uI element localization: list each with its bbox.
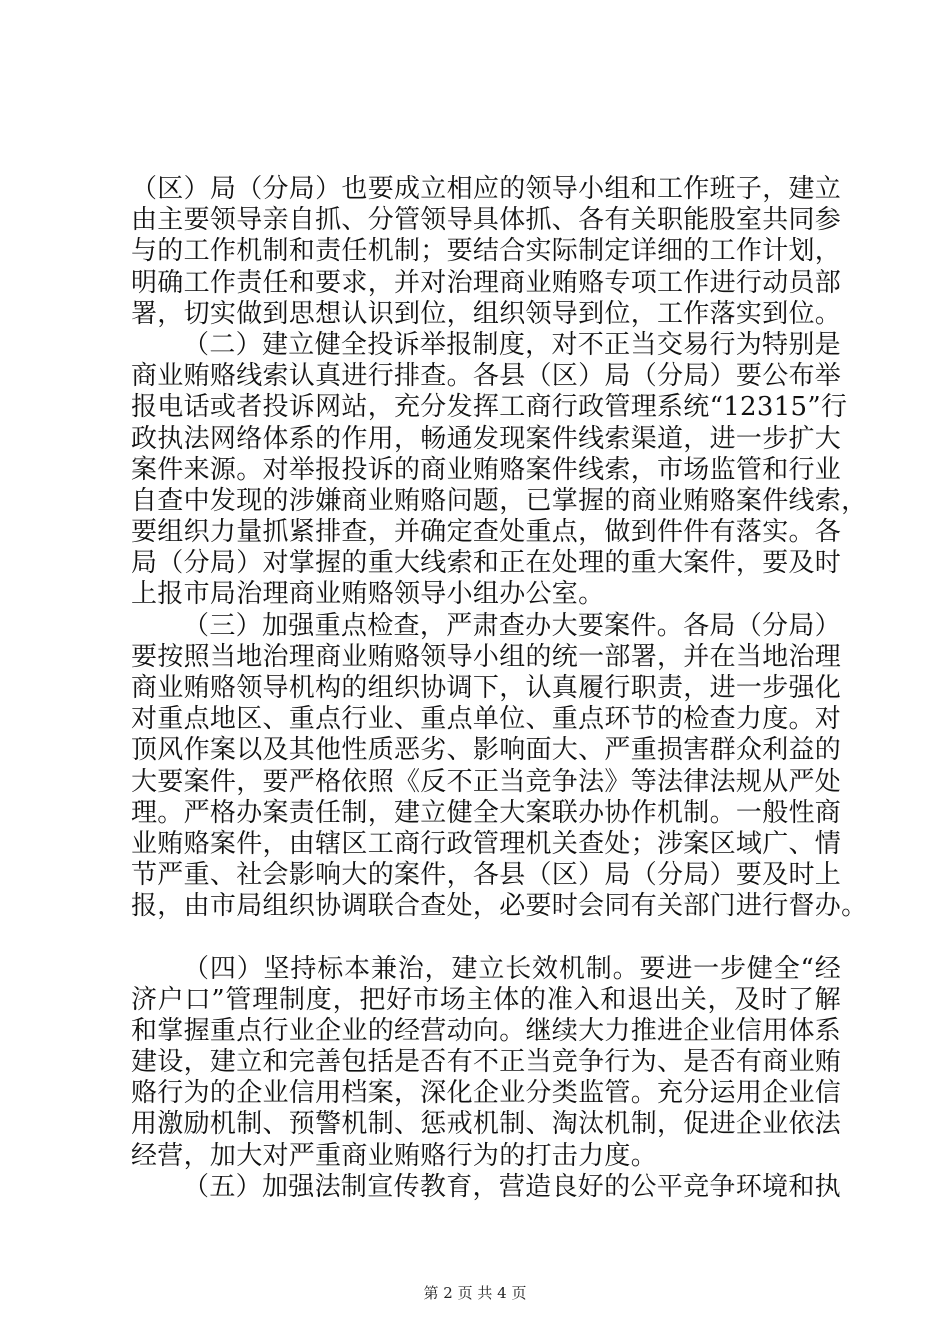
text-line: 与的工作机制和责任机制；要结合实际制定详细的工作计划， bbox=[131, 236, 842, 267]
text-line: 经营，加大对严重商业贿赂行为的打击力度。 bbox=[131, 1140, 658, 1171]
text-line: 和掌握重点行业企业的经营动向。继续大力推进企业信用体系 bbox=[131, 1015, 842, 1046]
text-line: 用激励机制、预警机制、惩戒机制、淘汰机制，促进企业依法 bbox=[131, 1109, 842, 1140]
text-line: 顶风作案以及其他性质恶劣、影响面大、严重损害群众利益的 bbox=[131, 735, 842, 766]
text-line: 案件来源。对举报投诉的商业贿赂案件线索，市场监管和行业 bbox=[131, 454, 842, 485]
paragraph-start-line: （二）建立健全投诉举报制度，对不正当交易行为特别是 bbox=[183, 329, 841, 360]
text-line: 商业贿赂领导机构的组织协调下，认真履行职责，进一步强化 bbox=[131, 673, 842, 703]
text-line: 商业贿赂线索认真进行排查。各县（区）局（分局）要公布举 bbox=[131, 361, 842, 392]
text-line: 署，切实做到思想认识到位，组织领导到位，工作落实到位。 bbox=[131, 298, 842, 329]
text-line: 明确工作责任和要求，并对治理商业贿赂专项工作进行动员部 bbox=[131, 267, 842, 298]
text-line: 业贿赂案件，由辖区工商行政管理机关查处；涉案区域广、情 bbox=[131, 828, 842, 859]
text-line: 政执法网络体系的作用，畅通发现案件线索渠道，进一步扩大 bbox=[131, 423, 842, 454]
text-line: 报，由市局组织协调联合查处，必要时会同有关部门进行督办。 bbox=[131, 891, 868, 922]
paragraph-start-line: （五）加强法制宣传教育，营造良好的公平竞争环境和执 bbox=[183, 1171, 841, 1202]
text-line: 大要案件，要严格依照《反不正当竞争法》等法律法规从严处 bbox=[131, 766, 842, 797]
text-line: 报电话或者投诉网站，充分发挥工商行政管理系统“12315”行 bbox=[131, 392, 848, 423]
paragraph-gap bbox=[131, 923, 841, 954]
text-line: 节严重、社会影响大的案件，各县（区）局（分局）要及时上 bbox=[131, 860, 842, 891]
text-line: 赂行为的企业信用档案，深化企业分类监管。充分运用企业信 bbox=[131, 1078, 842, 1109]
page-number-footer: 第 2 页 共 4 页 bbox=[423, 1284, 527, 1302]
text-line: 要组织力量抓紧排查，并确定查处重点，做到件件有落实。各 bbox=[131, 517, 842, 548]
paragraph-start-line: （四）坚持标本兼治，建立长效机制。要进一步健全“经 bbox=[183, 953, 841, 984]
text-line: （区）局（分局）也要成立相应的领导小组和工作班子，建立 bbox=[131, 174, 842, 204]
text-line: 局（分局）对掌握的重大线索和正在处理的重大案件，要及时 bbox=[131, 548, 842, 579]
text-line: 要按照当地治理商业贿赂领导小组的统一部署，并在当地治理 bbox=[131, 641, 842, 672]
text-line: 上报市局治理商业贿赂领导小组办公室。 bbox=[131, 579, 605, 610]
paragraph-start-line: （三）加强重点检查，严肃查办大要案件。各局（分局） bbox=[183, 610, 841, 641]
document-body bbox=[131, 174, 868, 1203]
text-line: 由主要领导亲自抓、分管领导具体抓、各有关职能股室共同参 bbox=[131, 205, 842, 236]
text-line: 自查中发现的涉嫌商业贿赂问题，已掌握的商业贿赂案件线索， bbox=[131, 485, 868, 516]
text-line: 对重点地区、重点行业、重点单位、重点环节的检查力度。对 bbox=[131, 704, 842, 735]
text-line: 理。严格办案责任制，建立健全大案联办协作机制。一般性商 bbox=[131, 797, 842, 828]
text-line: 济户口”管理制度，把好市场主体的准入和退出关，及时了解 bbox=[131, 984, 841, 1015]
text-line: 建设，建立和完善包括是否有不正当竞争行为、是否有商业贿 bbox=[131, 1047, 842, 1078]
